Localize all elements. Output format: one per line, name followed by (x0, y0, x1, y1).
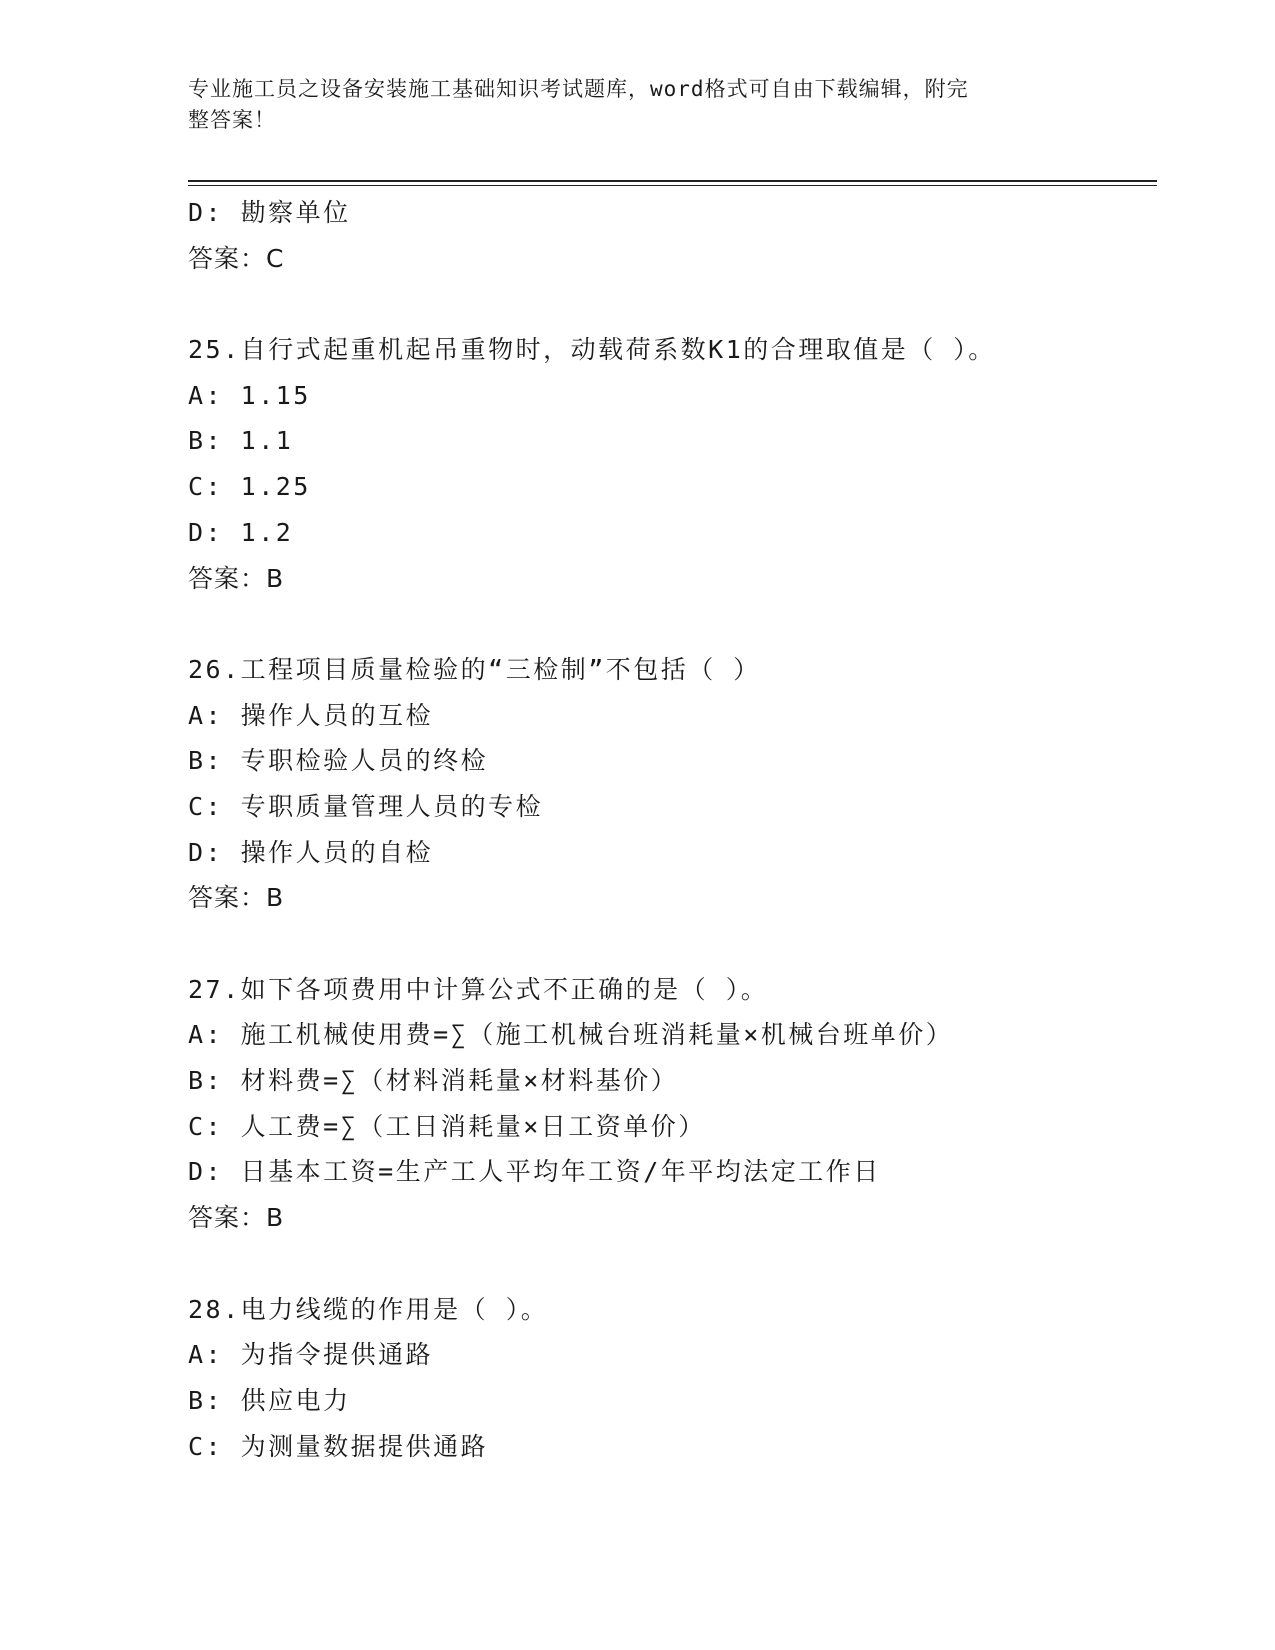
option-c: C: 专职质量管理人员的专检 (188, 791, 544, 821)
spacer (188, 281, 1157, 327)
question-stem: 26.工程项目质量检验的“三检制”不包括（ ） (188, 654, 761, 684)
question-stem: 25.自行式起重机起吊重物时，动载荷系数K1的合理取值是（ ）。 (188, 335, 996, 365)
option-b: B: 材料费=∑（材料消耗量×材料基价） (188, 1066, 679, 1096)
spacer (188, 921, 1157, 967)
question-stem: 28.电力线缆的作用是（ ）。 (188, 1294, 549, 1324)
option-c: C: 1.25 (188, 472, 311, 502)
option-a: A: 施工机械使用费=∑（施工机械台班消耗量×机械台班单价） (188, 1020, 954, 1050)
option-a: A: 操作人员的互检 (188, 700, 434, 730)
option-c: C: 人工费=∑（工日消耗量×日工资单价） (188, 1111, 706, 1141)
header-line-2: 整答案！ (188, 108, 276, 132)
option-d: D: 日基本工资=生产工人平均年工资/年平均法定工作日 (188, 1157, 881, 1187)
header-divider-thin (188, 185, 1157, 186)
option-b: B: 专职检验人员的终检 (188, 746, 489, 776)
answer: 答案：B (188, 563, 285, 593)
option-a: A: 为指令提供通路 (188, 1340, 434, 1370)
header-line-1: 专业施工员之设备安装施工基础知识考试题库，word格式可自由下载编辑，附完 (188, 77, 969, 101)
question-stem: 27.如下各项费用中计算公式不正确的是（ ）。 (188, 974, 769, 1004)
option-b: B: 供应电力 (188, 1385, 351, 1415)
document-header (188, 74, 1088, 136)
option-d: D: 1.2 (188, 517, 294, 547)
question-27 (188, 967, 1157, 1241)
option-a: A: 1.15 (188, 380, 311, 410)
answer: 答案：B (188, 883, 285, 913)
header-divider-thick (188, 180, 1157, 182)
lead-option-d: D: 勘察单位 (188, 198, 351, 227)
question-26 (188, 647, 1157, 921)
option-b: B: 1.1 (188, 426, 294, 456)
question-list (188, 190, 1157, 1469)
spacer (188, 1241, 1157, 1287)
spacer (188, 601, 1157, 647)
answer: 答案：B (188, 1203, 285, 1233)
option-c: C: 为测量数据提供通路 (188, 1431, 489, 1461)
question-28 (188, 1287, 1157, 1470)
option-d: D: 操作人员的自检 (188, 837, 434, 867)
lead-answer: 答案：C (188, 243, 285, 273)
question-25 (188, 327, 1157, 601)
